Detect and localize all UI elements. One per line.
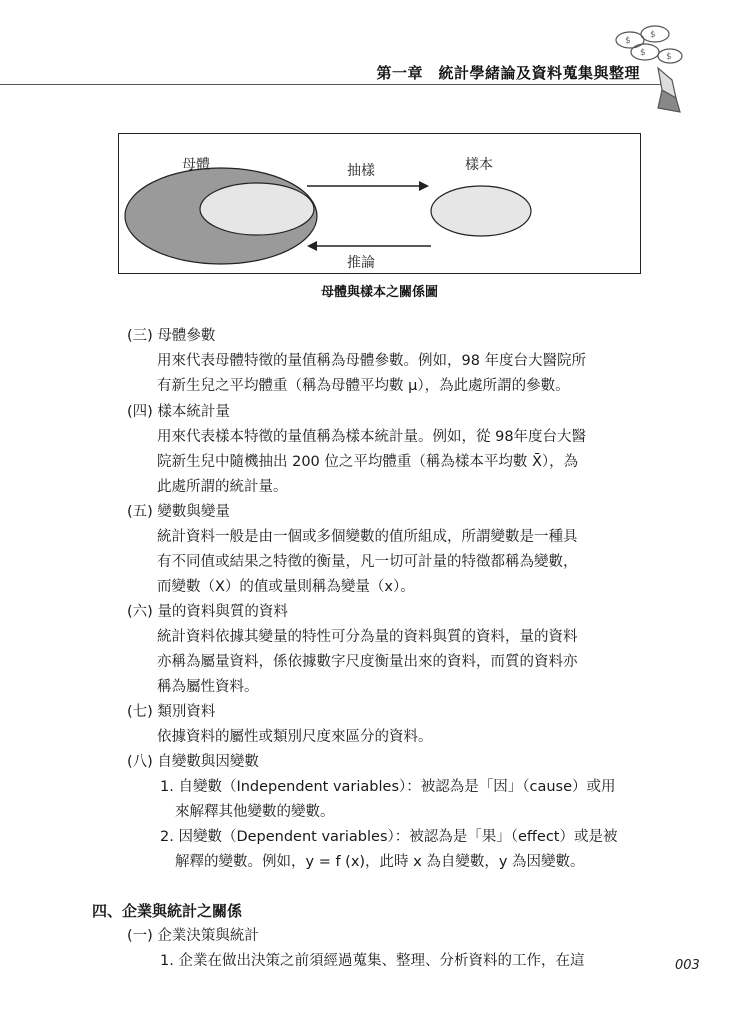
svg-text:$: $ <box>640 48 646 58</box>
inference-label: 推論 <box>347 255 375 271</box>
body-line: 用來代表樣本特徵的量值稱為樣本統計量。例如，從 98年度台大醫 <box>157 429 587 445</box>
subitem-dependent-variable: 2. 因變數（Dependent variables）：被認為是「果」（effect）或是被 <box>160 829 618 845</box>
body-line: 而變數（X）的值或量則稱為變量（x）。 <box>157 579 415 595</box>
money-bag-decoration-icon <box>600 18 710 118</box>
heading-variables: (五) 變數與變量 <box>127 504 230 520</box>
subitem-independent-variable: 1. 自變數（Independent variables）：被認為是「因」（cause）或用 <box>160 779 616 795</box>
subitem-continuation: 來解釋其他變數的變數。 <box>175 804 335 820</box>
inference-arrow <box>307 241 431 251</box>
heading-quantitative-qualitative: (六) 量的資料與質的資料 <box>127 604 288 620</box>
heading-population-parameter: (三) 母體參數 <box>127 328 216 344</box>
body-line: 院新生兒中隨機抽出 200 位之平均體重（稱為樣本平均數 X̄），為 <box>157 454 579 470</box>
heading-categorical-data: (七) 類別資料 <box>127 704 216 720</box>
heading-independent-dependent: (八) 自變數與因變數 <box>127 754 259 770</box>
body-line: 依據資料的屬性或類別尺度來區分的資料。 <box>157 729 433 745</box>
sample-ellipse <box>431 186 531 236</box>
body-line: 1. 企業在做出決策之前須經過蒐集、整理、分析資料的工作，在這 <box>160 953 585 969</box>
population-sample-figure <box>118 133 641 274</box>
svg-text:$: $ <box>666 52 672 62</box>
svg-text:$: $ <box>650 30 656 40</box>
heading-business-decision: (一) 企業決策與統計 <box>127 928 259 944</box>
sample-label: 樣本 <box>465 157 493 173</box>
subitem-continuation: 解釋的變數。例如，y = f (x)，此時 x 為自變數，y 為因變數。 <box>175 854 585 870</box>
body-line: 亦稱為屬量資料，係依據數字尺度衡量出來的資料，而質的資料亦 <box>157 654 578 670</box>
body-line: 統計資料一般是由一個或多個變數的值所組成，所謂變數是一種具 <box>157 529 578 545</box>
sampling-label: 抽樣 <box>347 163 375 179</box>
header-rule <box>0 84 668 85</box>
page-header <box>0 0 750 110</box>
figure-caption: 母體與樣本之關係圖 <box>320 285 438 300</box>
population-label: 母體 <box>182 157 210 173</box>
body-line: 有新生兒之平均體重（稱為母體平均數 μ），為此處所謂的參數。 <box>157 378 570 394</box>
body-line: 稱為屬性資料。 <box>157 679 259 695</box>
body-line: 有不同值或結果之特徵的衡量，凡一切可計量的特徵都稱為變數， <box>157 554 578 570</box>
body-line: 用來代表母體特徵的量值稱為母體參數。例如，98 年度台大醫院所 <box>157 353 587 369</box>
body-line: 此處所謂的統計量。 <box>157 479 288 495</box>
section-heading: 四、企業與統計之關係 <box>92 902 243 920</box>
page-number: 003 <box>675 958 700 973</box>
population-inner-ellipse <box>200 183 314 235</box>
sampling-arrow <box>307 181 429 191</box>
heading-sample-statistic: (四) 樣本統計量 <box>127 404 230 420</box>
svg-text:$: $ <box>625 36 631 46</box>
chapter-title: 第一章 統計學緒論及資料蒐集與整理 <box>376 64 640 82</box>
body-line: 統計資料依據其變量的特性可分為量的資料與質的資料，量的資料 <box>157 629 578 645</box>
